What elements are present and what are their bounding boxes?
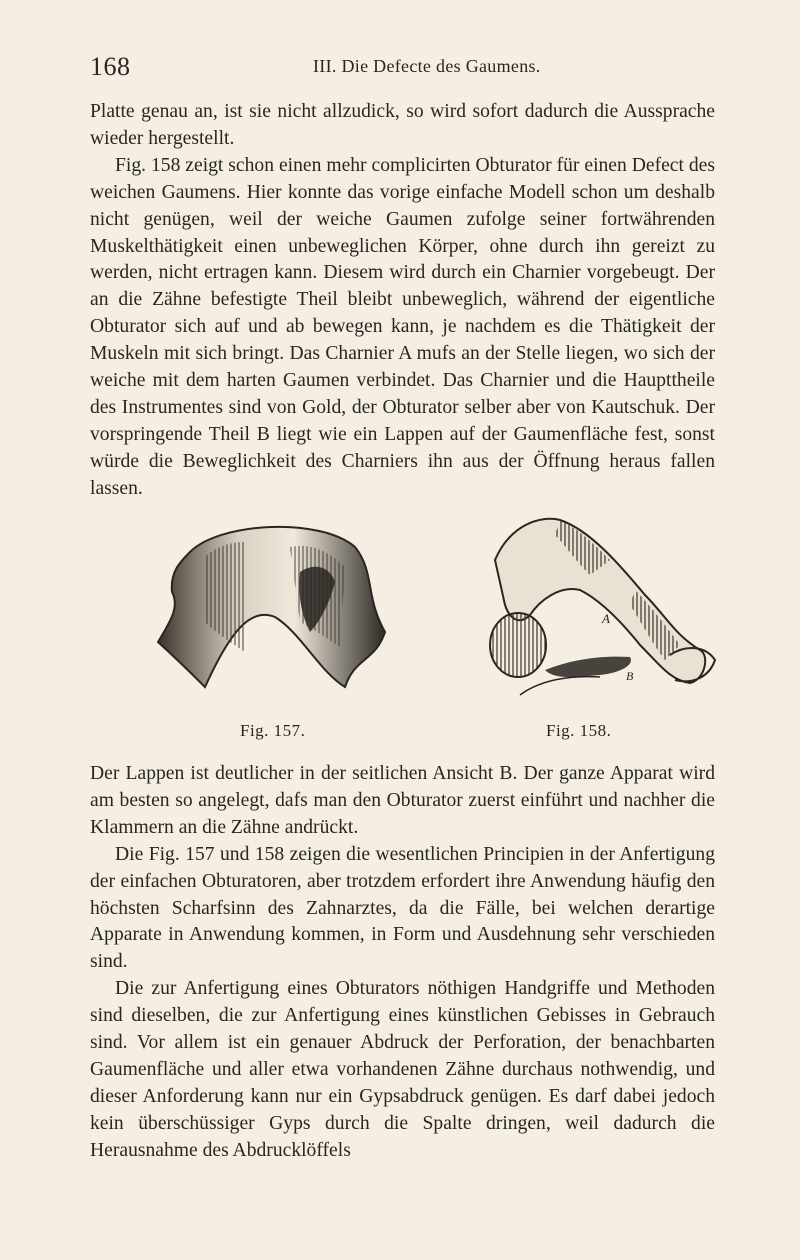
figure-157-caption: Fig. 157. — [240, 721, 306, 740]
figure-158-illustration — [460, 505, 720, 715]
page-number: 168 — [90, 52, 131, 81]
paragraph: Platte genau an, ist sie nicht allzudick, so wird sofort dadurch die Aussprache wieder hergestellt. — [90, 101, 715, 149]
paragraph: Der Lappen ist deutlicher in der seitlichen Ansicht B. Der ganze Apparat wird am besten so angelegt, dafs man den Obturator zuerst einführt und nachher die Klammern an die Zähne andrückt. — [90, 763, 715, 838]
figure-157-illustration — [150, 512, 390, 702]
running-head: III. Die Defecte des Gaumens. — [313, 56, 541, 76]
paragraph: Fig. 158 zeigt schon einen mehr complicirten Obturator für einen Defect des weichen Gaumens. Hier konnte das vorige einfache Modell schon um deshalb nicht genügen, weil der weiche Gaumen zufolge seiner fortwährenden Muskelthätigkeit einen unbeweglichen Körper, ohne durch ihn gereizt zu werden, nicht ertragen kann. Diesem wird durch ein Charnier vorgebeugt. Der an die Zähne befestigte Theil bleibt unbeweglich, während der eigentliche Obturator sich auf und ab bewegen kann, je nachdem es die Thätigkeit der Muskeln mit sich bringt. Das Charnier A mufs an der Stelle liegen, wo sich der weiche mit dem harten Gaumen verbindet. Das Charnier und die Haupttheile des Instrumentes sind von Gold, der Obturator selber aber von Kautschuk. Der vorspringende Theil B liegt wie ein Lappen auf der Gaumenfläche fest, sonst würde die Beweglichkeit des Charniers ihn aus der Öffnung heraus fallen lassen. — [90, 154, 715, 499]
figure-158-label-a: A — [602, 611, 610, 626]
figure-158-caption: Fig. 158. — [546, 721, 612, 740]
figure-158-label-b: B — [626, 669, 634, 683]
paragraph: Die Fig. 157 und 158 zeigen die wesentlichen Principien in der Anfertigung der einfachen Obturatoren, aber trotzdem erfordert ihre Anwendung häufig den höchsten Scharfsinn des Zahnarztes, da die Fälle, bei welchen derartige Apparate in Anwendung kommen, in Form und Ausdehnung sehr verschieden sind. — [90, 843, 715, 973]
text-block-lower — [90, 761, 715, 1165]
paragraph: Die zur Anfertigung eines Obturators nöthigen Handgriffe und Methoden sind dieselben, die zur Anfertigung eines künstlichen Gebisses in Gebrauch sind. Vor allem ist ein genauer Abdruck der Perforation, der benachbarten Gaumenfläche und aller etwa vorhandenen Zähne durchaus nothwendig, und dieser Anforderung kann nur ein Gypsabdruck genügen. Es darf dabei jedoch kein überschüssiger Gyps durch die Spalte dringen, weil dadurch die Herausnahme des Abdrucklöffels — [90, 978, 715, 1161]
text-block-upper — [90, 99, 715, 503]
